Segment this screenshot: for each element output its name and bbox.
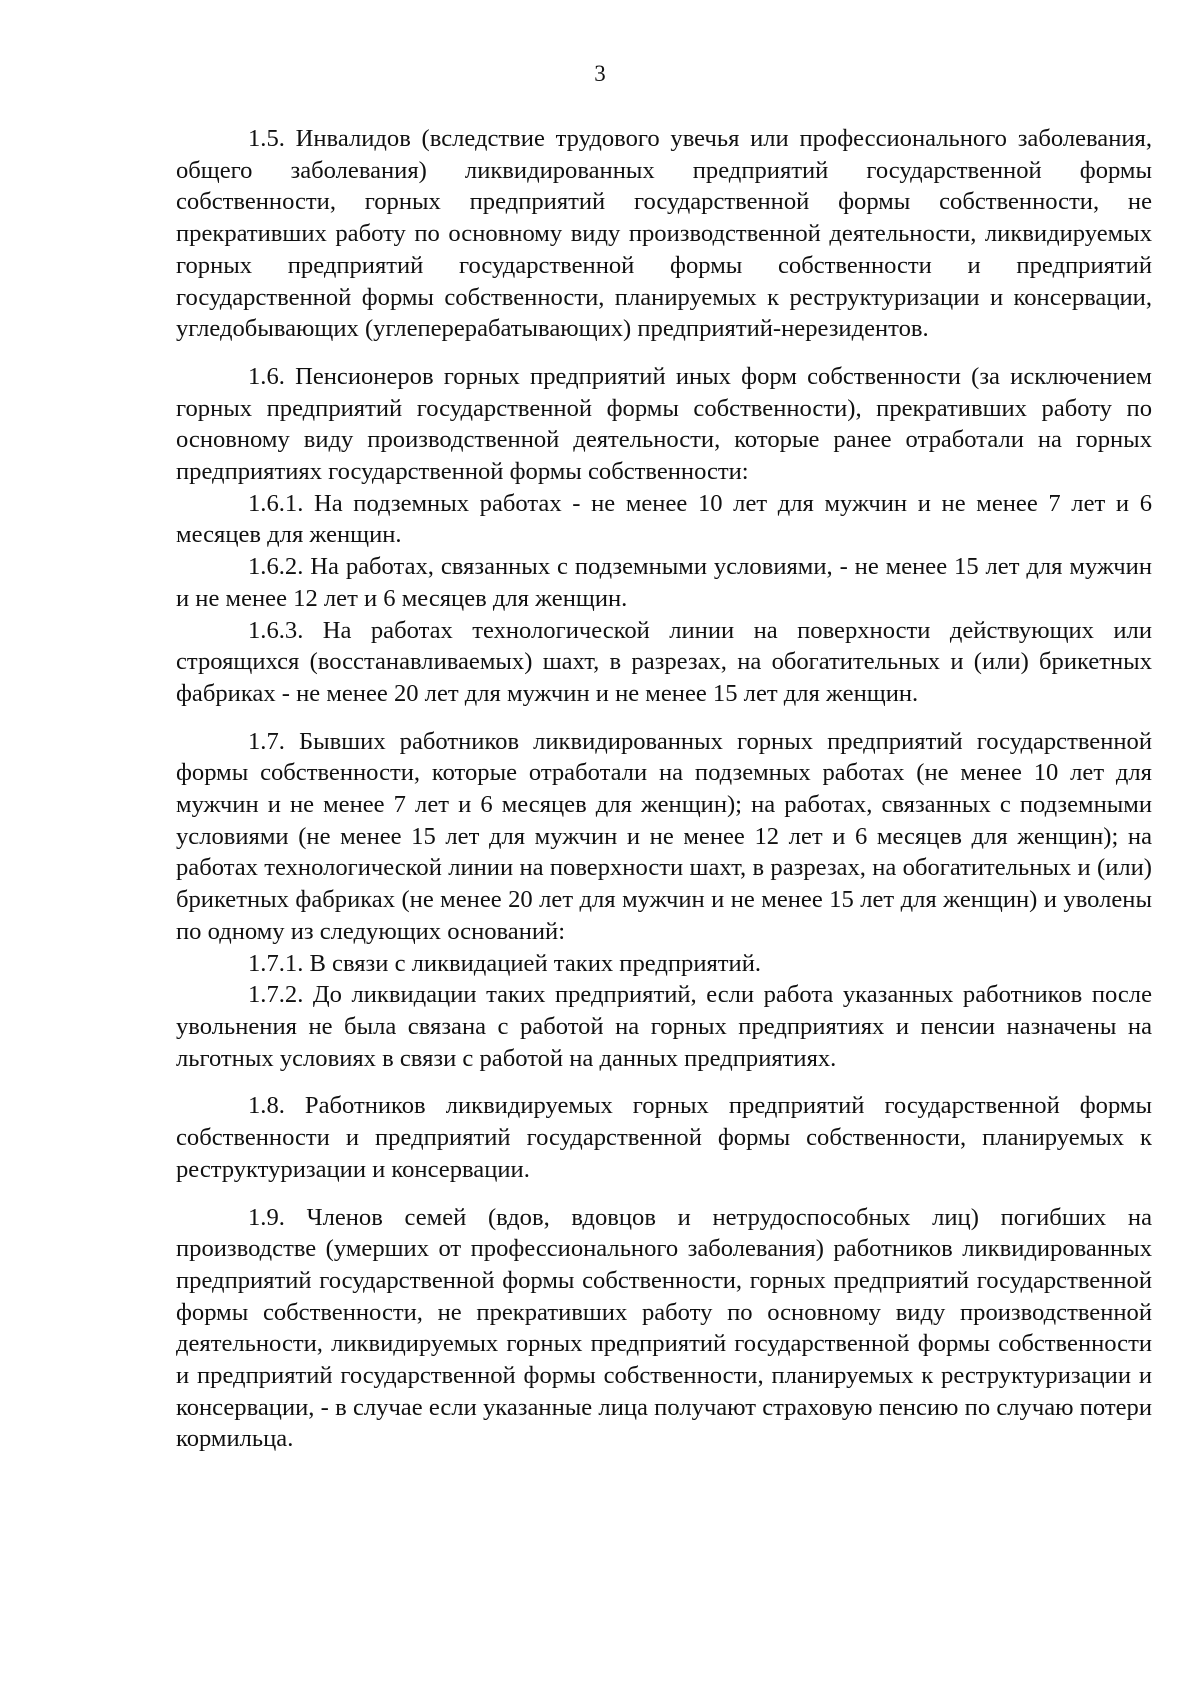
- paragraph-1-6: 1.6. Пенсионеров горных предприятий иных форм собственности (за исключением горных предприятий государственной формы собственности), прекративших работу по основному виду производственной деятельности, которые ранее отработали на горных предприятиях государственной формы собственности:: [176, 362, 1152, 486]
- paragraph-1-8: 1.8. Работников ликвидируемых горных предприятий государственной формы собственности и предприятий государственной формы собственности, планируемых к реструктуризации и консервации.: [176, 1092, 1152, 1183]
- paragraph-1-5: 1.5. Инвалидов (вследствие трудового увечья или профессионального заболевания, общего заболевания) ликвидированных предприятий государственной формы собственности, горных предприятий государственной формы собственности, не прекративших работу по основному виду производственной деятельности, ликвидируемых горных предприятий государственной формы собственности и предприятий государственной формы собственности, планируемых к реструктуризации и консервации, угледобывающих (углеперерабатывающих) предприятий-нерезидентов.: [176, 125, 1152, 343]
- paragraph-1-7-2: 1.7.2. До ликвидации таких предприятий, если работа указанных работников после увольнения не была связана с работой на горных предприятиях и пенсии назначены на льготных условиях в связи с работой на данных предприятиях.: [176, 981, 1152, 1072]
- paragraph-1-6-3: 1.6.3. На работах технологической линии на поверхности действующих или строящихся (восстанавливаемых) шахт, в разрезах, на обогатительных и (или) брикетных фабриках - не менее 20 лет для мужчин и не менее 15 лет для женщин.: [176, 616, 1152, 707]
- paragraph-1-7: 1.7. Бывших работников ликвидированных горных предприятий государственной формы собственности, которые отработали на подземных работах (не менее 10 лет для мужчин и не менее 7 лет и 6 месяцев для женщин); на работах, связанных с подземными условиями (не менее 15 лет для мужчин и не менее 12 лет и 6 месяцев для женщин); на работах технологической линии на поверхности шахт, в разрезах, на обогатительных и (или) брикетных фабриках (не менее 20 лет для мужчин и не менее 15 лет для женщин) и уволены по одному из следующих оснований:: [176, 727, 1152, 945]
- paragraph-1-6-1: 1.6.1. На подземных работах - не менее 10 лет для мужчин и не менее 7 лет и 6 месяцев для женщин.: [176, 489, 1152, 549]
- paragraph-1-7-1: 1.7.1. В связи с ликвидацией таких предприятий.: [248, 949, 762, 977]
- paragraph-1-9: 1.9. Членов семей (вдов, вдовцов и нетрудоспособных лиц) погибших на производстве (умерших от профессионального заболевания) работников ликвидированных предприятий государственной формы собственности, горных предприятий государственной формы собственности, не прекративших работу по основному виду производственной деятельности, ликвидируемых горных предприятий государственной формы собственности и предприятий государственной формы собственности, планируемых к реструктуризации и консервации, - в случае если указанные лица получают страховую пенсию по случаю потери кормильца.: [176, 1203, 1152, 1453]
- document-body: [176, 123, 1152, 1455]
- page-number: 3: [594, 61, 606, 86]
- paragraph-1-6-2: 1.6.2. На работах, связанных с подземными условиями, - не менее 15 лет для мужчин и не менее 12 лет и 6 месяцев для женщин.: [176, 553, 1152, 612]
